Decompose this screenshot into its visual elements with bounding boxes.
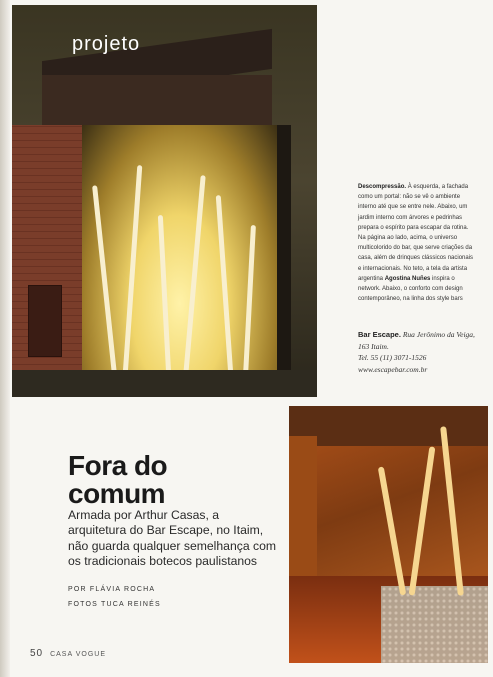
entrance-door	[28, 285, 62, 357]
byline: POR FLÁVIA ROCHA	[68, 586, 156, 593]
caption-artist: Agostina Nuñes	[384, 275, 431, 282]
venue-website[interactable]: www.escapebar.com.br	[358, 364, 428, 374]
headline-line-2: comum	[68, 478, 166, 509]
caption-lead: Descompressão.	[358, 184, 407, 190]
tree-trunk	[123, 165, 143, 375]
tree-trunk	[216, 195, 234, 375]
gravel-garden	[381, 586, 488, 663]
article-headline	[68, 452, 167, 508]
tree-trunk	[243, 225, 256, 375]
tree-trunk	[92, 185, 117, 374]
article-lede: Armada por Arthur Casas, a arquitetura do Bar Escape, no Itaim, não guarda qualquer semelhança com os tradicionais botecos paulistanos	[68, 508, 277, 569]
venue-address	[358, 329, 478, 375]
caption-text-2: inspira o network. Abaixo, o conforto com design contemporâneo, na linha dos style bars	[358, 275, 463, 303]
tree-trunk	[183, 175, 205, 375]
sidewalk	[12, 370, 317, 397]
venue-phone: Tel. 55 (11) 3071-1526	[358, 353, 427, 362]
page-number: 50	[30, 648, 44, 659]
headline-line-1: Fora do	[68, 450, 168, 481]
facade-photo	[12, 5, 317, 397]
magazine-name: CASA VOGUE	[50, 651, 106, 658]
ceiling	[289, 406, 488, 446]
caption-text: À esquerda, a fachada como um portal: não se vê o ambiente interno até que se entre nele. Abaixo, um jardim interno com árvores e pedrinhas prepara o espírito para escapar da rotina. Na página ao lado, acima, o universo multicolorido do bar, que serve criações da casa, além de drinques clássicos nacionais e internacionais. No teto, a tela da artista argentina	[358, 184, 474, 282]
section-label: projeto	[72, 33, 141, 55]
tree-trunk	[158, 215, 171, 375]
venue-street: Rua Jerônimo da Veiga, 163 Itaim.	[358, 330, 475, 351]
page-footer	[30, 648, 106, 659]
tree-trunk	[440, 426, 464, 596]
illuminated-glass-box	[82, 125, 291, 380]
page-spine-shadow	[0, 0, 10, 677]
tree-trunk	[409, 446, 436, 595]
interior-photo	[289, 406, 488, 663]
photo-credit: FOTOS TUCA REINÉS	[68, 601, 161, 608]
venue-name: Bar Escape.	[358, 330, 401, 339]
photo-caption	[358, 182, 476, 304]
